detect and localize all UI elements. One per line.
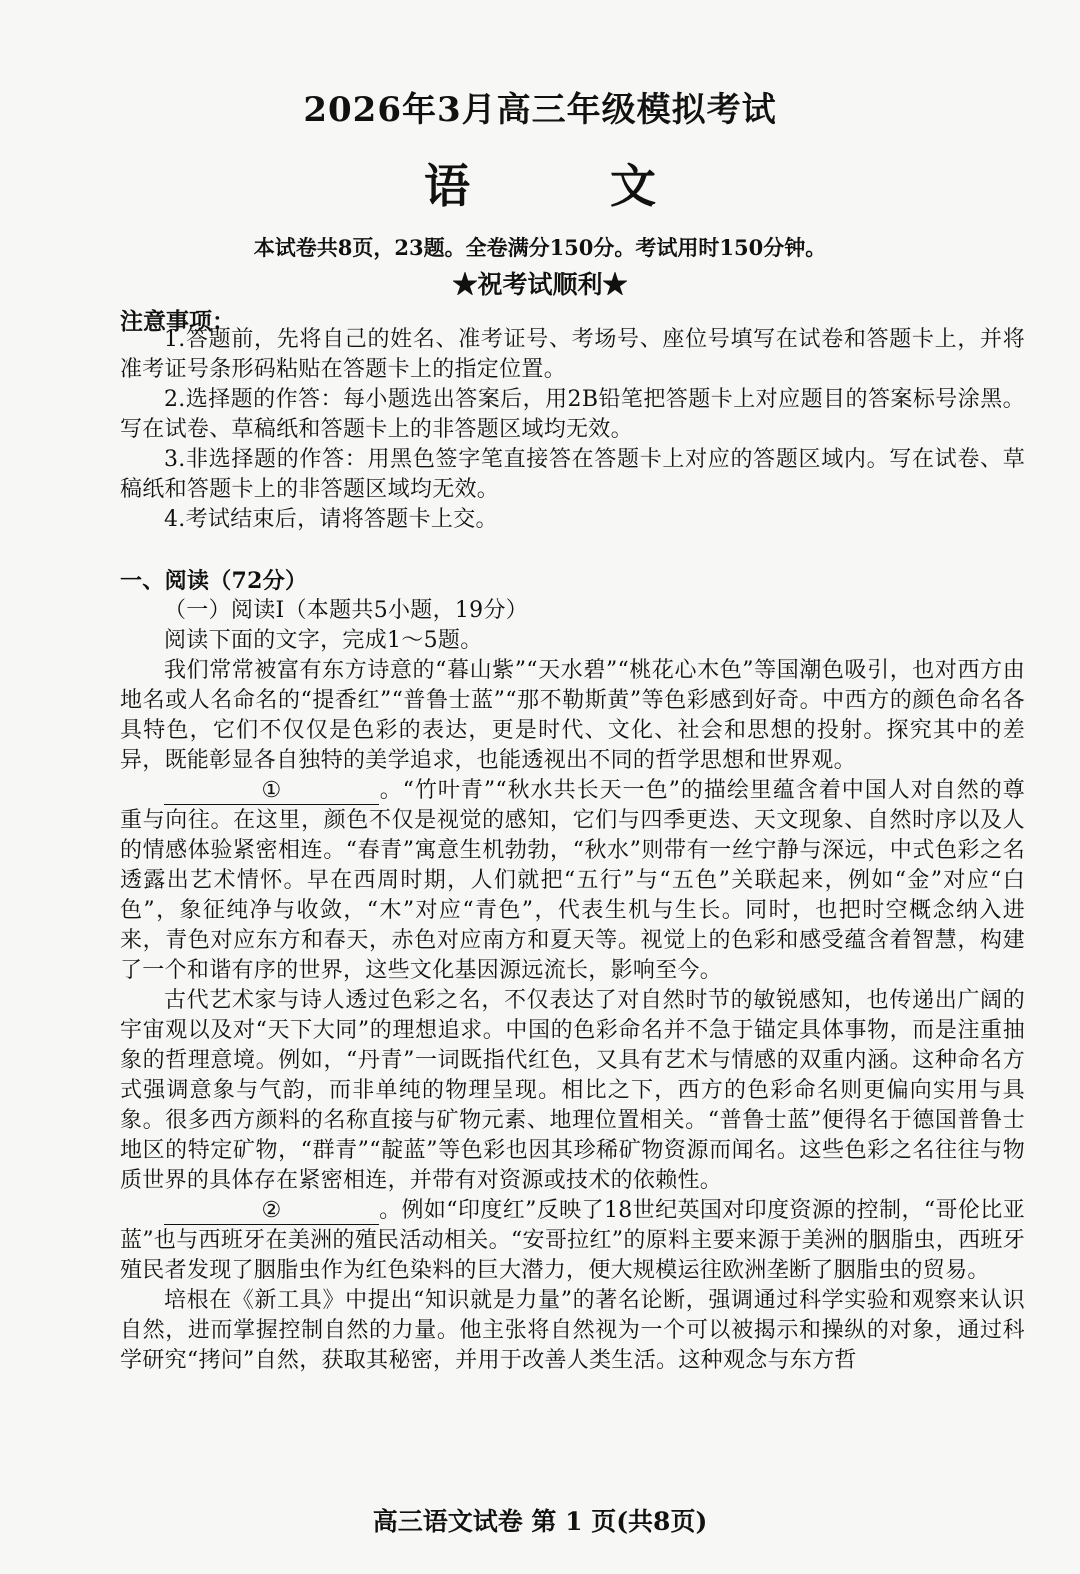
paragraph-4 <box>120 1196 1025 1286</box>
paragraph-2-text: 。“竹叶青”“秋水共长天一色”的描绘里蕴含着中国人对自然的尊重与向往。在这里，颜色不仅是视觉的感知，它们与四季更迭、天文现象、自然时序以及人的情感体验紧密相连。“春青”寓意生机勃勃，“秋水”则带有一丝宁静与深远，中式色彩之名透露出艺术情怀。早在西周时期，人们就把“五行”与“五色”关联起来，例如“金”对应“白色”，象征纯净与收敛，“木”对应“青色”，代表生机与生长。同时，也把时空概念纳入进来，青色对应东方和春天，赤色对应南方和夏天等。视觉上的色彩和感受蕴含着智慧，构建了一个和谐有序的世界，这些文化基因源远流长，影响至今。 <box>120 778 1025 983</box>
blank-number-1: ① <box>261 778 282 803</box>
notice-item: 1.答题前，先将自己的姓名、准考证号、考场号、座位号填写在试卷和答题卡上，并将准考证号条形码粘贴在答题卡上的指定位置。 <box>120 327 1025 382</box>
paragraph-2 <box>120 776 1025 986</box>
subject-title: 语 文 <box>423 159 718 213</box>
notice-item: 2.选择题的作答：每小题选出答案后，用2B铅笔把答题卡上对应题目的答案标号涂黑。写在试卷、草稿纸和答题卡上的非答题区域均无效。 <box>120 387 1025 442</box>
fill-blank-1[interactable] <box>164 778 379 805</box>
exam-title: 2026年3月高三年级模拟考试 <box>303 90 777 130</box>
subsection-title: （一）阅读Ⅰ（本题共5小题，19分） <box>164 598 529 623</box>
paragraph-5: 培根在《新工具》中提出“知识就是力量”的著名论断，强调通过科学实验和观察来认识自然，进而掌握控制自然的力量。他主张将自然视为一个可以被揭示和操纵的对象，通过科学研究“拷问”自然，获取其秘密，并用于改善人类生活。这种观念与东方哲 <box>120 1288 1025 1373</box>
notice-list <box>120 325 1025 535</box>
paragraph-3: 古代艺术家与诗人透过色彩之名，不仅表达了对自然时节的敏锐感知，也传递出广阔的宇宙观以及对“天下大同”的理想追求。中国的色彩命名并不急于锚定具体事物，而是注重抽象的哲理意境。例如，“丹青”一词既指代红色，又具有艺术与情感的双重内涵。这种命名方式强调意象与气韵，而非单纯的物理呈现。相比之下，西方的色彩命名则更偏向实用与具象。很多西方颜料的名称直接与矿物元素、地理位置相关。“普鲁士蓝”便得名于德国普鲁士地区的特定矿物，“群青”“靛蓝”等色彩也因其珍稀矿物资源而闻名。这些色彩之名往往与物质世界的具体存在紧密相连，并带有对资源或技术的依赖性。 <box>120 988 1025 1193</box>
notice-heading: 注意事项： <box>120 308 235 335</box>
section-title: 一、阅读（72分） <box>120 568 308 594</box>
fill-blank-2[interactable] <box>164 1198 379 1225</box>
paragraph-4-text: 。例如“印度红”反映了18世纪英国对印度资源的控制，“哥伦比亚蓝”也与西班牙在美洲的殖民活动相关。“安哥拉红”的原料主要来源于美洲的胭脂虫，西班牙殖民者发现了胭脂虫作为红色染料的巨大潜力，便大规模运往欧洲垄断了胭脂虫的贸易。 <box>120 1198 1025 1283</box>
notice-item: 3.非选择题的作答：用黑色签字笔直接答在答题卡上对应的答题区域内。写在试卷、草稿纸和答题卡上的非答题区域均无效。 <box>120 447 1025 502</box>
good-luck-banner: ★祝考试顺利★ <box>452 270 628 299</box>
blank-number-2: ② <box>261 1198 282 1223</box>
paragraph-1: 我们常常被富有东方诗意的“暮山紫”“天水碧”“桃花心木色”等国潮色吸引，也对西方由地名或人名命名的“提香红”“普鲁士蓝”“那不勒斯黄”等色彩感到好奇。中西方的颜色命名各具特色，它们不仅仅是色彩的表达，更是时代、文化、社会和思想的投射。探究其中的差异，既能彰显各自独特的美学追求，也能透视出不同的哲学思想和世界观。 <box>120 658 1025 773</box>
reading-section <box>120 566 1025 1376</box>
notice-item: 4.考试结束后，请将答题卡上交。 <box>164 507 498 532</box>
reading-instruction: 阅读下面的文字，完成1～5题。 <box>164 628 483 653</box>
exam-meta: 本试卷共8页，23题。全卷满分150分。考试用时150分钟。 <box>253 235 827 260</box>
page-footer: 高三语文试卷 第 1 页(共8页) <box>372 1507 708 1536</box>
